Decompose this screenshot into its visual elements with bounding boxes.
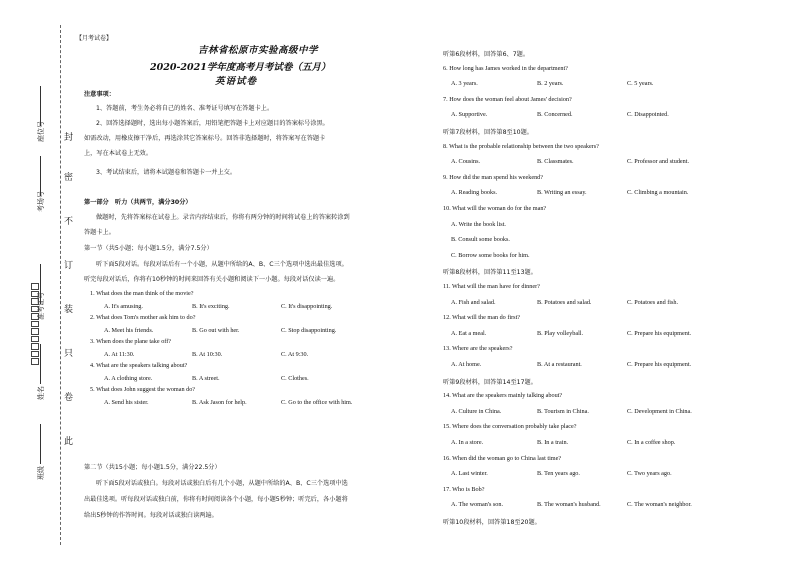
question-stem: 2. What does Tom's mother ask him to do? [90, 314, 196, 321]
question-stem: 8. What is the probable relationship between the two speakers? [443, 142, 599, 150]
option-b: B. At 10:30. [192, 351, 223, 358]
seal-char: 只 [64, 349, 74, 359]
option-c: C. In a coffee shop. [627, 439, 676, 446]
field-underline [40, 156, 41, 196]
option-a: A. Culture in China. [451, 407, 502, 415]
option-a: A. Cousins. [451, 158, 481, 166]
field-label: 座位号 [37, 121, 45, 142]
section1-intro: 听完每段对话后，你将有10秒钟的时间来回答有关小题和阅读下一小题。每段对话仅读一遍。 [84, 276, 340, 283]
question-stem: 14. What are the speakers mainly talking about? [443, 392, 563, 400]
question-stem: 3. When does the plane take off? [90, 338, 172, 345]
field-label: 姓名 [37, 386, 45, 400]
option-a: A. Fish and salad. [451, 298, 496, 306]
section1-intro: 听下面5段对话。每段对话后有一个小题，从题中所给的A、B、C三个选项中选出最佳选项。 [96, 261, 348, 268]
subject-title: 英语试卷 [215, 76, 258, 87]
field-underline [40, 424, 41, 464]
question-stem: 17. Who is Bob? [443, 485, 485, 493]
seal-char: 不 [64, 217, 74, 227]
option-a: A. Reading books. [451, 189, 498, 197]
material-heading: 听第7段材料，回答第8至10题。 [443, 129, 533, 136]
option-b: B. Ask Jason for help. [192, 399, 247, 406]
seal-char: 密 [64, 173, 74, 183]
material-heading: 听第6段材料，回答第6、7题。 [443, 51, 530, 58]
section1-title: 第一节（共5小题；每小题1.5分，满分7.5分） [84, 245, 213, 252]
option-a: A. At 11:30. [104, 351, 135, 358]
question-stem: 16. When did the woman go to China last time? [443, 454, 562, 462]
note-line: 2、回答选择题时，选出每小题答案后，用铅笔把答题卡上对应题目的答案标号涂黑。 [96, 120, 329, 127]
option-b: B. Potatoes and salad. [537, 298, 592, 306]
option-c: C. Professor and student. [627, 158, 690, 166]
section2-intro: 听下面5段对话或独白。每段对话或独白后有几个小题，从题中所给的A、B、C三个选项中选 [96, 480, 348, 487]
option-a: A. Supportive. [451, 111, 488, 119]
option-b: B. In a train. [537, 439, 569, 446]
seal-char: 装 [64, 305, 74, 315]
option-c: C. Stop disappointing. [281, 327, 337, 334]
question-stem: 11. What will the man have for dinner? [443, 283, 540, 290]
option-b: B. A street. [192, 375, 220, 382]
exam-title: 2020-2021学年度高考月考试卷（五月） [150, 62, 331, 73]
option-b: B. 2 years. [537, 80, 564, 88]
field-label: 准考证号 [37, 292, 45, 320]
field-label: 考场号 [37, 191, 45, 212]
part1-intro: 答题卡上。 [84, 229, 115, 236]
option-line: B. Consult some books. [451, 236, 510, 244]
option-b: B. The woman's husband. [537, 501, 601, 509]
option-a: A. Last winter. [451, 470, 488, 478]
option-a: A. Send his sister. [104, 399, 149, 406]
note-line: 3、考试结束后，请将本试题卷和答题卡一并上交。 [96, 169, 237, 176]
field-underline [40, 86, 41, 126]
option-c: C. It's disappointing. [281, 303, 333, 310]
question-stem: 13. Where are the speakers? [443, 345, 513, 353]
option-c: C. The woman's neighbor. [627, 501, 692, 509]
option-c: C. At 9:30. [281, 351, 309, 358]
option-c: C. Climbing a mountain. [627, 189, 689, 197]
seal-char: 此 [64, 437, 74, 447]
section2-title: 第二节（共15小题；每小题1.5分，满分22.5分） [84, 464, 221, 471]
option-c: C. Clothes. [281, 375, 309, 382]
question-stem: 1. What does the man think of the movie? [90, 290, 194, 297]
option-c: C. Development in China. [627, 407, 692, 415]
section2-intro: 给出5秒钟的作答时间。每段对话或独白读两遍。 [84, 512, 218, 519]
option-b: B. It's exciting. [192, 303, 230, 310]
option-b: B. Ten years ago. [537, 470, 580, 478]
question-stem: 12. What will the man do first? [443, 314, 521, 322]
option-a: A. 3 years. [451, 80, 478, 88]
option-c: C. Disappointed. [627, 111, 669, 119]
seal-char: 卷 [64, 393, 74, 403]
option-a: A. A clothing store. [104, 375, 153, 382]
question-stem: 7. How does the woman feel about James' decision? [443, 95, 572, 103]
exam-badge: 【月考试卷】 [76, 35, 113, 42]
option-b: B. Play volleyball. [537, 329, 584, 337]
option-line: A. Write the book list. [451, 220, 506, 228]
question-stem: 5. What does John suggest the woman do? [90, 386, 196, 393]
notes-title: 注意事项： [84, 91, 115, 98]
question-stem: 6. How long has James worked in the department? [443, 64, 568, 72]
option-c: C. Potatoes and fish. [627, 298, 679, 306]
exam-number-boxes [31, 283, 41, 343]
option-line: C. Borrow some books for him. [451, 251, 530, 259]
option-a: A. It's amusing. [104, 303, 143, 310]
option-c: C. Go to the office with him. [281, 399, 353, 406]
seal-char: 订 [64, 261, 74, 271]
option-c: C. Prepare his equipment. [627, 361, 692, 368]
option-c: C. 5 years. [627, 80, 654, 88]
note-line: 如需改动，用橡皮擦干净后，再选涂其它答案标号。回答非选择题时，将答案写在答题卡 [84, 135, 326, 142]
option-a: A. At home. [451, 361, 482, 368]
question-stem: 10. What will the woman do for the man? [443, 205, 547, 212]
option-b: B. Go out with her. [192, 327, 240, 334]
question-stem: 4. What are the speakers talking about? [90, 362, 188, 369]
school-name: 吉林省松原市实验高级中学 [198, 45, 319, 56]
part1-intro: 做题时，先将答案标在试卷上。录音内容结束后，你将有两分钟的时间将试卷上的答案转涂到 [96, 214, 350, 221]
note-line: 1、答题前，考生务必将自己的姓名、准考证号填写在答题卡上。 [96, 105, 274, 112]
material-heading: 听第10段材料，回答第18至20题。 [443, 519, 541, 526]
option-a: A. The woman's son. [451, 501, 504, 509]
material-heading: 听第8段材料，回答第11至13题。 [443, 269, 537, 277]
note-line: 上，写在本试卷上无效。 [84, 150, 153, 157]
binding-line [60, 25, 61, 545]
field-label: 班级 [37, 466, 45, 480]
option-a: A. Eat a meal. [451, 329, 487, 337]
option-b: B. Writing an essay. [537, 189, 587, 197]
option-a: A. Meet his friends. [104, 327, 154, 334]
option-c: C. Prepare his equipment. [627, 329, 692, 337]
part1-title: 第一部分 听力（共两节，满分30分） [84, 199, 192, 206]
seal-char: 封 [64, 133, 74, 143]
option-b: B. At a restaurant. [537, 361, 582, 368]
material-heading: 听第9段材料，回答第14至17题。 [443, 378, 537, 386]
question-stem: 9. How did the man spend his weekend? [443, 173, 544, 181]
question-stem: 15. Where does the conversation probably take place? [443, 423, 577, 431]
field-underline [40, 344, 41, 384]
section2-intro: 出最佳选项。听每段对话或独白前，你将有时间阅读各个小题，每小题5秒钟；听完后，各小题将 [84, 496, 348, 503]
option-b: B. Classmates. [537, 158, 574, 166]
option-b: B. Tourism in China. [537, 407, 589, 415]
option-b: B. Concerned. [537, 111, 573, 119]
option-a: A. In a store. [451, 439, 484, 446]
option-c: C. Two years ago. [627, 470, 672, 478]
